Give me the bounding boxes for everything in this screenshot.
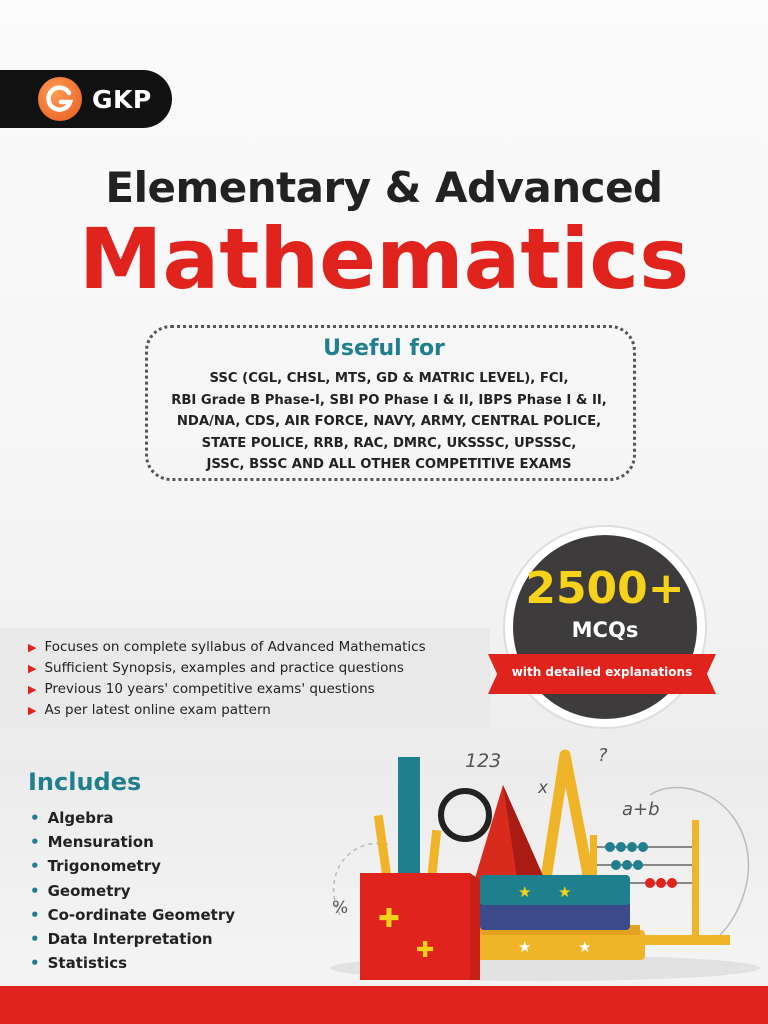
exam-line: SSC (CGL, CHSL, MTS, GD & MATRIC LEVEL), FCI, [209, 371, 569, 386]
publisher-logo-icon [38, 77, 82, 121]
bullet-dot-icon: • [30, 905, 40, 924]
pencil-cup-icon [360, 873, 480, 980]
books-icon [470, 875, 645, 960]
feature-item: ▶ Sufficient Synopsis, examples and practice questions [28, 660, 404, 676]
label-times: x [538, 778, 549, 798]
bullet-dot-icon: • [30, 857, 40, 876]
triangle-bullet-icon: ▶ [28, 704, 37, 717]
triangle-bullet-icon: ▶ [28, 641, 37, 654]
includes-heading: Includes [28, 768, 142, 796]
ribbon-text: with detailed explanations [511, 665, 693, 679]
topic-item: • Co-ordinate Geometry [30, 905, 236, 924]
svg-text:★: ★ [518, 938, 532, 956]
topic-item: • Data Interpretation [30, 930, 213, 949]
feature-item: ▶ Previous 10 years' competitive exams' questions [28, 681, 375, 697]
bullet-dot-icon: • [30, 833, 40, 852]
label-sum: a+b [622, 799, 660, 820]
useful-for-heading: Useful for [323, 336, 445, 361]
mcq-label: MCQs [571, 618, 639, 642]
g-logo-icon [45, 84, 75, 114]
math-tools-illustration [320, 735, 768, 985]
bullet-dot-icon: • [30, 954, 40, 973]
cover-title: Mathematics [78, 210, 690, 308]
topic-item: • Statistics [30, 954, 128, 973]
label-percent: % [332, 898, 349, 918]
feature-item: ▶ Focuses on complete syllabus of Advanced Mathematics [28, 639, 426, 655]
svg-text:★: ★ [558, 883, 572, 901]
exam-line: NDA/NA, CDS, AIR FORCE, NAVY, ARMY, CENTRAL POLICE, [176, 414, 602, 429]
feature-list [28, 637, 488, 721]
useful-for-exams [140, 368, 638, 476]
svg-text:★: ★ [518, 883, 532, 901]
feature-item: ▶ As per latest online exam pattern [28, 702, 271, 718]
label-question: ? [598, 745, 608, 766]
exam-line: JSSC, BSSC AND ALL OTHER COMPETITIVE EXAMS [206, 457, 572, 472]
exam-line: STATE POLICE, RRB, RAC, DMRC, UKSSSC, UPSSSC, [201, 435, 577, 451]
bullet-dot-icon: • [30, 881, 40, 900]
topic-item: • Geometry [30, 881, 131, 900]
triangle-bullet-icon: ▶ [28, 662, 37, 675]
bottom-bar [0, 986, 768, 1024]
topic-item: • Mensuration [30, 833, 154, 852]
topic-item: • Algebra [30, 809, 114, 827]
includes-list [30, 806, 235, 975]
set-square-icon [545, 755, 590, 885]
svg-text:✚: ✚ [416, 938, 435, 963]
bullet-dot-icon: • [30, 809, 40, 827]
bullet-dot-icon: • [30, 930, 40, 949]
mcq-count: 2500+ [525, 563, 685, 614]
cover-subtitle: Elementary & Advanced [105, 163, 663, 212]
topic-item: • Trigonometry [30, 857, 161, 876]
publisher-badge [0, 70, 172, 128]
magnifier-icon [441, 791, 489, 839]
publisher-name: GKP [92, 84, 152, 114]
swirl-line [650, 788, 748, 936]
triangle-bullet-icon: ▶ [28, 683, 37, 696]
exam-line: RBI Grade B Phase-I, SBI PO Phase I & II, IBPS Phase I & II, [171, 392, 607, 408]
svg-text:✚: ✚ [378, 904, 400, 934]
label-123: 123 [465, 750, 502, 772]
svg-text:★: ★ [578, 938, 592, 956]
